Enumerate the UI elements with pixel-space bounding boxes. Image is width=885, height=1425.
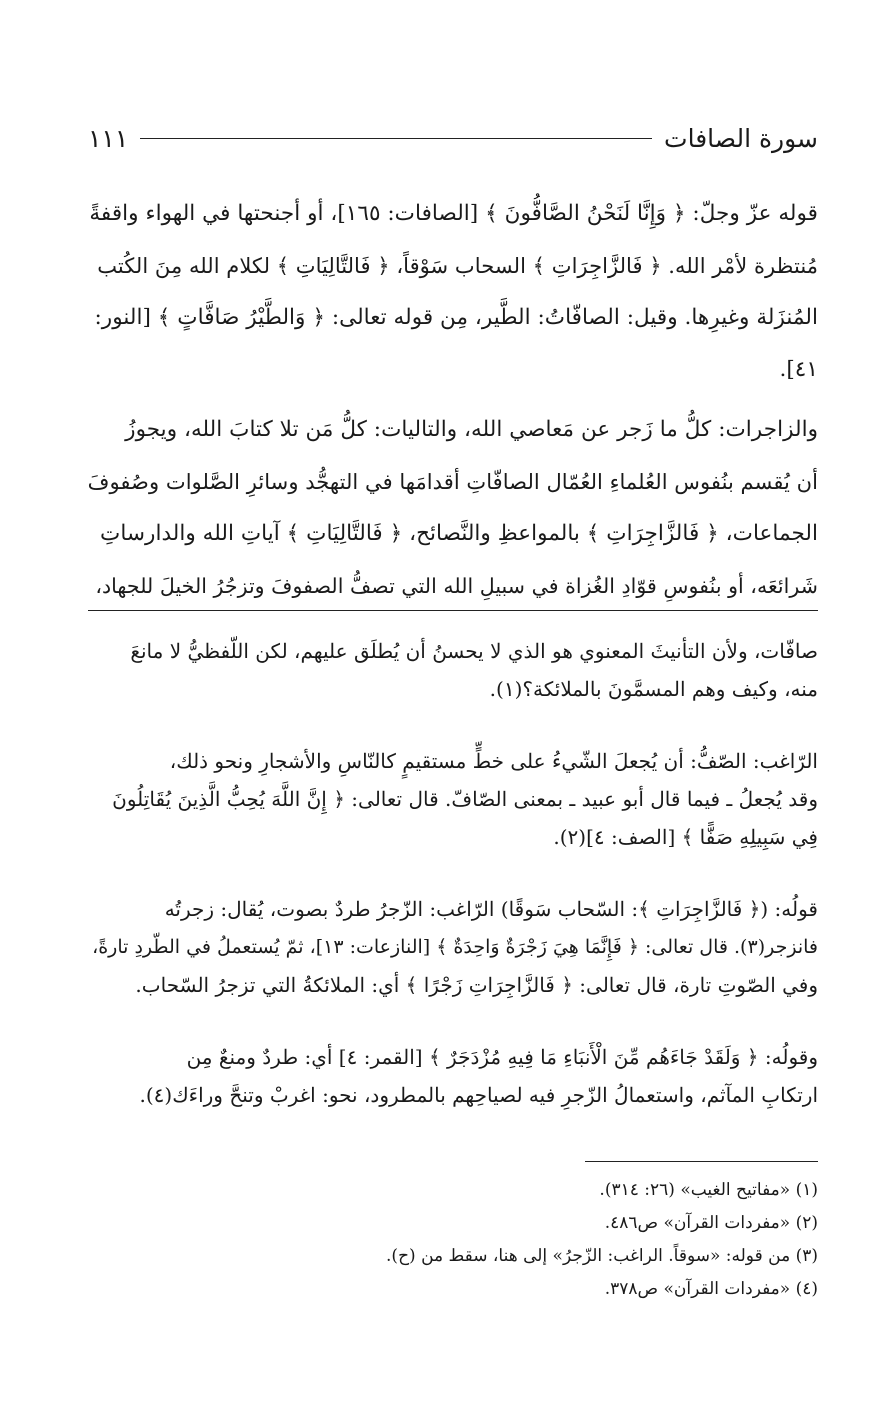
surah-title: سورة الصافات <box>664 123 818 153</box>
commentary-paragraph-4 <box>88 1038 818 1114</box>
footnote-separator <box>585 1161 818 1162</box>
text-line: والزاجرات: كلُّ ما زَجر عن مَعاصي الله، والتاليات: كلُّ مَن تلا كتابَ الله، ويجوزُ <box>125 417 818 442</box>
commentary-paragraph-3 <box>88 890 818 1004</box>
footnote: (٣) من قوله: «سوقاً. الراغب: الزّجرُ» إلى هنا، سقط من (ح). <box>386 1246 818 1266</box>
text-line: صافّات، ولأن التأنيثَ المعنوي هو الذي لا يحسنُ أن يُطلَق عليهم، لكن اللّفظيُّ لا مانعَ <box>130 639 818 663</box>
text-line: المُنزَلة وغيرِها. وقيل: الصافّاتُ: الطَّير، مِن قوله تعالى: ﴿ وَالطَّيْرُ صَافَّاتٍ ﴾ [النور: <box>94 305 818 330</box>
commentary-separator <box>88 610 818 611</box>
page-number: ١١١ <box>88 123 129 153</box>
commentary-paragraph-1 <box>88 632 818 708</box>
running-header <box>88 118 818 158</box>
text-line: ارتكابِ المآثم، واستعمالُ الزّجرِ فيه لصياحِهم بالمطرود، نحو: اغربْ وتنحَّ وراءَك(٤). <box>139 1083 818 1107</box>
text-line: الجماعات، ﴿ فَالزَّاجِرَاتِ ﴾ بالمواعظِ والنَّصائح، ﴿ فَالتَّالِيَاتِ ﴾ آياتِ الله والدارساتِ <box>100 521 818 546</box>
header-rule <box>140 138 652 139</box>
footnotes <box>88 1174 818 1306</box>
text-line: منه، وكيف وهم المسمَّونَ بالملائكة؟(١). <box>489 677 818 701</box>
text-line: فِي سَبِيلِهِ صَفًّا ﴾ [الصف: ٤](٢). <box>553 825 818 849</box>
text-line: مُنتظرة لأمْر الله. ﴿ فَالزَّاجِرَاتِ ﴾ السحاب سَوْقاً، ﴿ فَالتَّالِيَاتِ ﴾ لكلام الله مِنَ الكُتب <box>97 253 818 278</box>
footnote: (١) «مفاتيح الغيب» (٢٦: ٣١٤). <box>599 1180 818 1200</box>
text-line: أن يُقسم بنُفوس العُلماءِ العُمّال الصافّاتِ أقدامَها في التهجُّد وسائرِ الصَّلوات وصُفوفَ <box>87 469 818 494</box>
text-line: وقد يُجعلُ ـ فيما قال أبو عبيد ـ بمعنى الصّافّ. قال تعالى: ﴿ إِنَّ اللَّهَ يُحِبُّ الَّذِينَ يُقَاتِلُونَ <box>112 787 818 811</box>
text-line: شَرائعَه، أو بنُفوسِ قوّادِ الغُزاة في سبيلِ الله التي تصفُّ الصفوفَ وتزجُرُ الخيلَ للجهاد، <box>95 574 818 598</box>
text-line: فانزجر(٣). قال تعالى: ﴿ فَإِنَّمَا هِيَ زَجْرَةٌ وَاحِدَةٌ ﴾ [النازعات: ١٣]، ثمّ يُستعملُ في الطّردِ تارةً، <box>92 936 818 958</box>
text-line: قولُه: (﴿ فَالزَّاجِرَاتِ ﴾: السّحاب سَوقًا) الرّاغب: الزّجرُ طردٌ بصوت، يُقال: زجرتُه <box>164 897 818 921</box>
text-line: قوله عزّ وجلّ: ﴿ وَإِنَّا لَنَحْنُ الصَّافُّونَ ﴾ [الصافات: ١٦٥]، أو أجنحتها في الهواء واقفةً <box>89 201 818 226</box>
text-line: وفي الصّوتِ تارة، قال تعالى: ﴿ فَالزَّاجِرَاتِ زَجْرًا ﴾ أي: الملائكةُ التي تزجرُ السّحاب. <box>135 973 818 997</box>
text-line: ٤١]. <box>779 357 818 382</box>
footnote: (٢) «مفردات القرآن» ص٤٨٦. <box>604 1213 818 1233</box>
main-paragraph-2 <box>88 404 818 612</box>
commentary-paragraph-2 <box>88 742 818 856</box>
footnote: (٤) «مفردات القرآن» ص٣٧٨. <box>604 1279 818 1299</box>
text-line: الرّاغب: الصّفُّ: أن يُجعلَ الشّيءُ على خطٍّ مستقيمٍ كالنّاسِ والأشجارِ ونحو ذلك، <box>169 749 818 773</box>
text-line: وقولُه: ﴿ وَلَقَدْ جَاءَهُم مِّنَ الْأَنبَاءِ مَا فِيهِ مُزْدَجَرٌ ﴾ [القمر: ٤] أي: طردٌ ومنعٌ مِن <box>186 1045 818 1069</box>
main-paragraph-1 <box>88 188 818 396</box>
